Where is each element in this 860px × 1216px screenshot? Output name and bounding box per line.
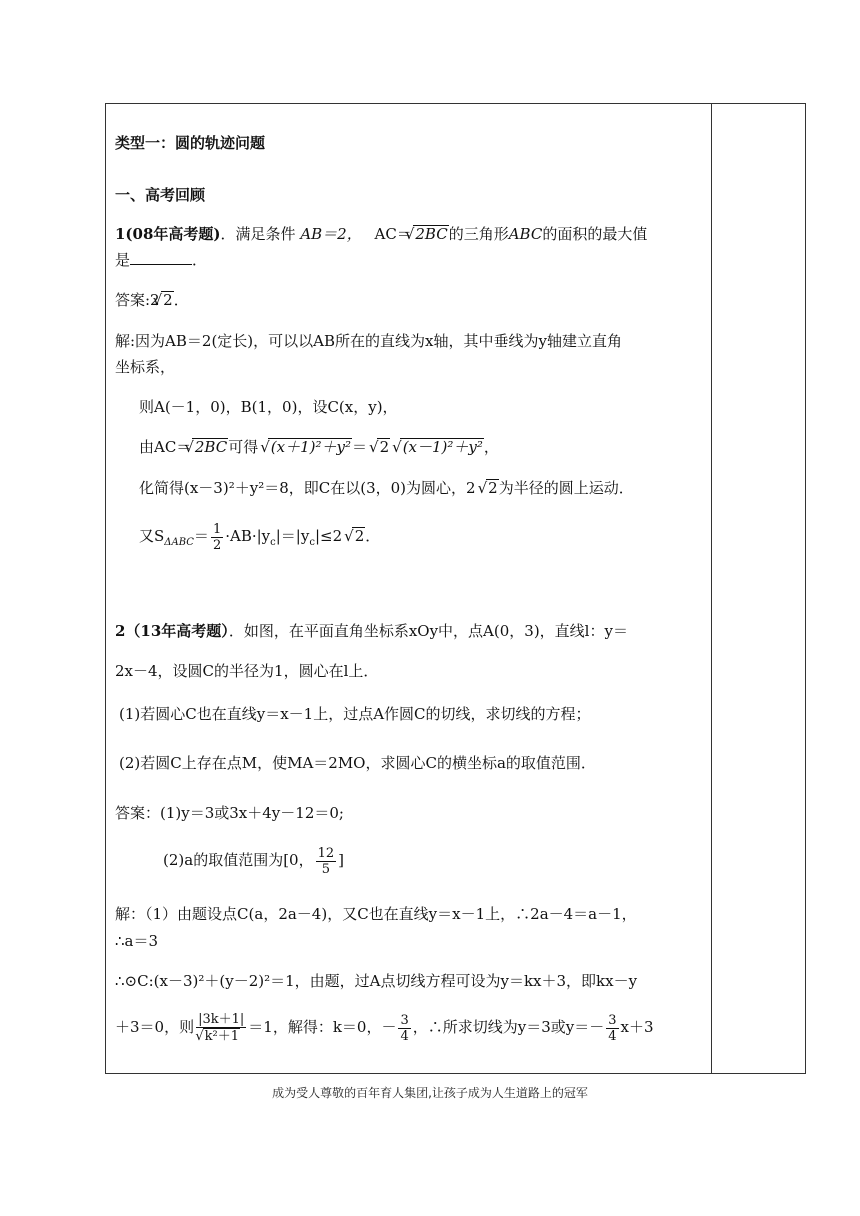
problem2-statement-line1 — [115, 621, 628, 641]
frac-den: 4 — [400, 1028, 409, 1044]
sol4-text-3: ，∴所求切线为y＝3或y＝－ — [412, 1018, 605, 1036]
problem1-condition-ac: AC＝ — [374, 225, 412, 243]
problem1-solution-line1: 解:因为AB＝2(定长)，可以以AB所在的直线为x轴，其中垂线为y轴建立直角 — [115, 332, 622, 350]
sol-eq: ＝ — [352, 438, 368, 456]
problem1-statement — [115, 224, 647, 244]
fraction-abs — [196, 1012, 246, 1045]
frac-den-sqrt: √ k²＋1 — [203, 1028, 240, 1045]
problem2-question1: (1)若圆心C也在直线y＝x－1上，过点A作圆C的切线，求切线的方程； — [119, 705, 591, 723]
problem1-sqrt-expr: √ 2BC — [413, 225, 449, 242]
page-footer: 成为受人尊敬的百年育人集团,让孩子成为人生道路上的冠军 — [272, 1086, 588, 1100]
problem1-condition-ab: AB＝2， — [300, 225, 362, 243]
sol-eq-2: ＝ — [193, 527, 209, 545]
problem1-solution-line6 — [139, 520, 380, 559]
sol-text-5: ·AB·|y — [225, 527, 271, 545]
sol4-text: ＋3＝0，则 — [115, 1018, 195, 1036]
sol-sqrt-3: √ 2 — [377, 438, 390, 455]
problem1-statement-cont: 是 ． — [115, 251, 208, 269]
frac-num: 1 — [212, 521, 222, 537]
section-title: 类型一：圆的轨迹问题 — [115, 134, 266, 152]
sol4-text-4: x＋3 — [620, 1018, 654, 1036]
frac-num: 12 — [317, 845, 335, 861]
sol-text: 由AC＝ — [139, 438, 192, 456]
fraction-3-4-b — [606, 1013, 618, 1044]
frac-den: 4 — [608, 1028, 617, 1044]
fraction-half — [211, 522, 223, 553]
table-column-divider — [711, 103, 712, 1074]
problem2-solution-line3: ∴⊙C:(x－3)²＋(y－2)²＝1，由题，过A点切线方程可设为y＝kx＋3，即kx－y — [115, 972, 638, 990]
sol-sqrt-2: √ (x＋1)²＋y² — [268, 438, 352, 455]
problem1-triangle: ABC — [508, 225, 543, 243]
problem2-answer1: 答案：(1)y＝3或3x＋4y－12＝0; — [115, 804, 344, 822]
ans2-text: (2)a的取值范围为[0， — [163, 851, 314, 869]
problem2-statement-line2: 2x－4，设圆C的半径为1，圆心在l上． — [115, 662, 379, 680]
answer-sqrt: √ 2 — [161, 291, 174, 308]
sol-text-4: 为半径的圆上运动． — [498, 479, 634, 497]
frac-den: 2 — [212, 537, 222, 553]
problem2-text: ．如图，在平面直角坐标系xOy中，点A(0，3)，直线l：y＝ — [228, 622, 628, 640]
problem1-label: 1(08年高考题) — [115, 225, 221, 243]
sol-sub-c: c — [270, 537, 276, 548]
frac-num: 3 — [608, 1012, 617, 1028]
problem2-answer2 — [163, 844, 344, 877]
frac-den — [196, 1028, 246, 1045]
problem1-text-3: 的面积的最大值 — [542, 225, 648, 243]
answer-label: 答案:2 — [115, 291, 160, 309]
problem2-question2: (2)若圆C上存在点M，使MA＝2MO，求圆心C的横坐标a的取值范围． — [119, 754, 596, 772]
problem1-text-4: 是 — [115, 251, 131, 269]
sol-text-7: |≤2 — [314, 527, 343, 545]
sol-s: 又S — [139, 527, 165, 545]
subsection-title: 一、高考回顾 — [115, 186, 206, 204]
sol-text-6: |＝|y — [275, 527, 310, 545]
sol-sub-c-2: c — [309, 537, 315, 548]
problem1-answer: 答案:2√ 2． — [115, 290, 189, 310]
problem2-solution-line2: ∴a＝3 — [115, 932, 159, 950]
frac-den: 5 — [321, 861, 330, 877]
problem2-solution-line4 — [115, 1010, 654, 1045]
sol-text-2: 可得 — [228, 438, 259, 456]
sol-sqrt-4: √ (x－1)²＋y² — [400, 438, 484, 455]
sol-sqrt-6: √ 2 — [352, 527, 365, 544]
problem1-text-2: 的三角形 — [448, 225, 509, 243]
problem1-solution-line5 — [139, 478, 634, 498]
problem1-solution-line2: 坐标系， — [115, 358, 176, 376]
problem1-solution-line3: 则A(－1，0)，B(1，0)，设C(x，y)， — [139, 398, 398, 416]
problem2-solution-line1: 解：（1）由题设点C(a，2a－4)，又C也在直线y＝x－1上，∴2a－4＝a－1， — [115, 905, 637, 923]
problem1-text: ．满足条件 — [220, 225, 296, 243]
frac-num: |3k＋1| — [198, 1011, 245, 1027]
sol-period: ． — [365, 527, 381, 545]
fraction-3-4 — [398, 1013, 410, 1044]
sol4-text-2: ＝1，解得：k＝0，－ — [248, 1018, 397, 1036]
problem2-label: 2（13年高考题） — [115, 622, 229, 640]
sol-sub-abc: ΔABC — [164, 537, 194, 548]
document-table-frame — [105, 103, 806, 1074]
frac-num: 3 — [400, 1012, 409, 1028]
sol-sqrt-1: √ 2BC — [192, 438, 228, 455]
sol-text-3: 化简得(x－3)²＋y²＝8，即C在以(3，0)为圆心，2 — [139, 479, 476, 497]
sol-sqrt-5: √ 2 — [486, 479, 499, 496]
ans2-bracket: ] — [338, 851, 344, 869]
fraction-12-5 — [316, 846, 337, 877]
problem1-solution-line4: 由AC＝√ 2BC可得√ (x＋1)²＋y²＝√ 2√ (x－1)²＋y²， — [139, 437, 499, 457]
answer-blank — [130, 250, 192, 265]
